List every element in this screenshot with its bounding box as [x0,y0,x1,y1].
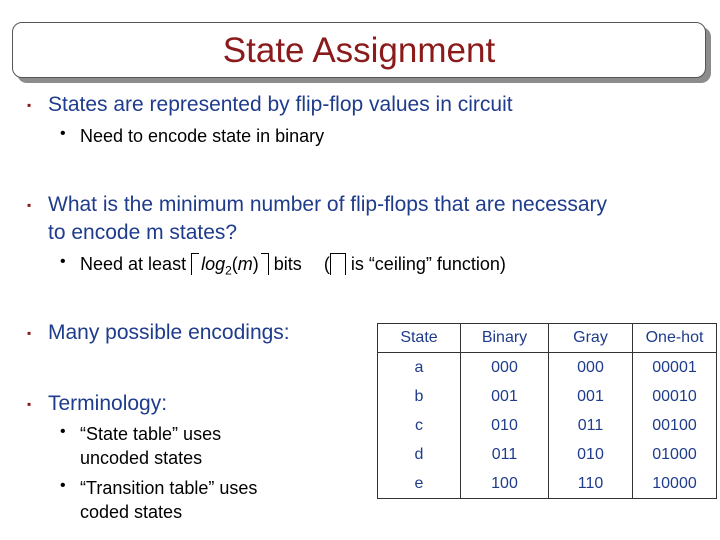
m-variable: m [237,254,253,274]
encodings-table [377,323,717,499]
cell-one-hot: 00100 [633,411,717,440]
bullet-min-flip-flops-line1: What is the minimum number of flip-flops that are necessary [48,193,608,216]
paren-open: ( [231,254,238,274]
table-row [378,382,717,411]
sub-bullet-encode-binary: Need to encode state in binary [80,126,325,146]
cell-state: c [378,411,461,440]
sub-bullet-transition-table-line1: “Transition table” uses [80,478,258,498]
log-base: 2 [225,263,232,278]
ceiling-symbol [330,253,346,275]
bullet-marker: ▪ [27,326,32,340]
header-binary: Binary [461,324,549,353]
table-row [378,411,717,440]
cell-gray: 000 [549,353,633,383]
cell-state: d [378,440,461,469]
slide-title: State Assignment [222,31,496,70]
cell-state: a [378,353,461,383]
table-row [378,469,717,499]
bullet-possible-encodings: Many possible encodings: [48,321,290,344]
cell-binary: 010 [461,411,549,440]
log-text: log [201,254,226,274]
sub-bullet-state-table-line2: uncoded states [80,448,203,468]
sub-bullet-marker: • [60,253,66,270]
bullet-marker: ▪ [27,397,32,411]
table-row [378,353,717,383]
bullet-terminology: Terminology: [48,392,168,415]
note-paren-open: ( [323,254,330,274]
ceiling-note: is “ceiling” function) [345,254,506,274]
table-header-row [378,324,717,353]
sub-bullet-transition-table-line2: coded states [80,502,183,522]
cell-binary: 001 [461,382,549,411]
sub-bullet-state-table-line1: “State table” uses [80,424,222,444]
cell-gray: 110 [549,469,633,499]
header-one-hot: One-hot [633,324,717,353]
sub-bullet-marker: • [60,125,66,142]
sub-bullet-marker: • [60,423,66,440]
bits-text: bits [268,254,302,274]
header-state: State [378,324,461,353]
bullet-marker: ▪ [27,98,32,112]
ceiling-right-bracket [261,253,269,275]
ceiling-left-bracket [191,253,199,275]
cell-one-hot: 10000 [633,469,717,499]
bullet-min-flip-flops-line2: to encode m states? [48,221,238,244]
bullet-flip-flop-values: States are represented by flip-flop values in circuit [48,93,513,116]
title-box [12,22,706,78]
cell-binary: 100 [461,469,549,499]
cell-gray: 011 [549,411,633,440]
sub-bullet-marker: • [60,477,66,494]
sub-bullet-ceiling-log [80,252,506,283]
cell-one-hot: 01000 [633,440,717,469]
cell-gray: 010 [549,440,633,469]
cell-gray: 001 [549,382,633,411]
ceiling-prefix: Need at least [80,254,192,274]
cell-one-hot: 00001 [633,353,717,383]
table-row [378,440,717,469]
cell-binary: 011 [461,440,549,469]
cell-state: e [378,469,461,499]
cell-one-hot: 00010 [633,382,717,411]
bullet-marker: ▪ [27,198,32,212]
paren-close: ) [252,254,259,274]
cell-state: b [378,382,461,411]
cell-binary: 000 [461,353,549,383]
header-gray: Gray [549,324,633,353]
